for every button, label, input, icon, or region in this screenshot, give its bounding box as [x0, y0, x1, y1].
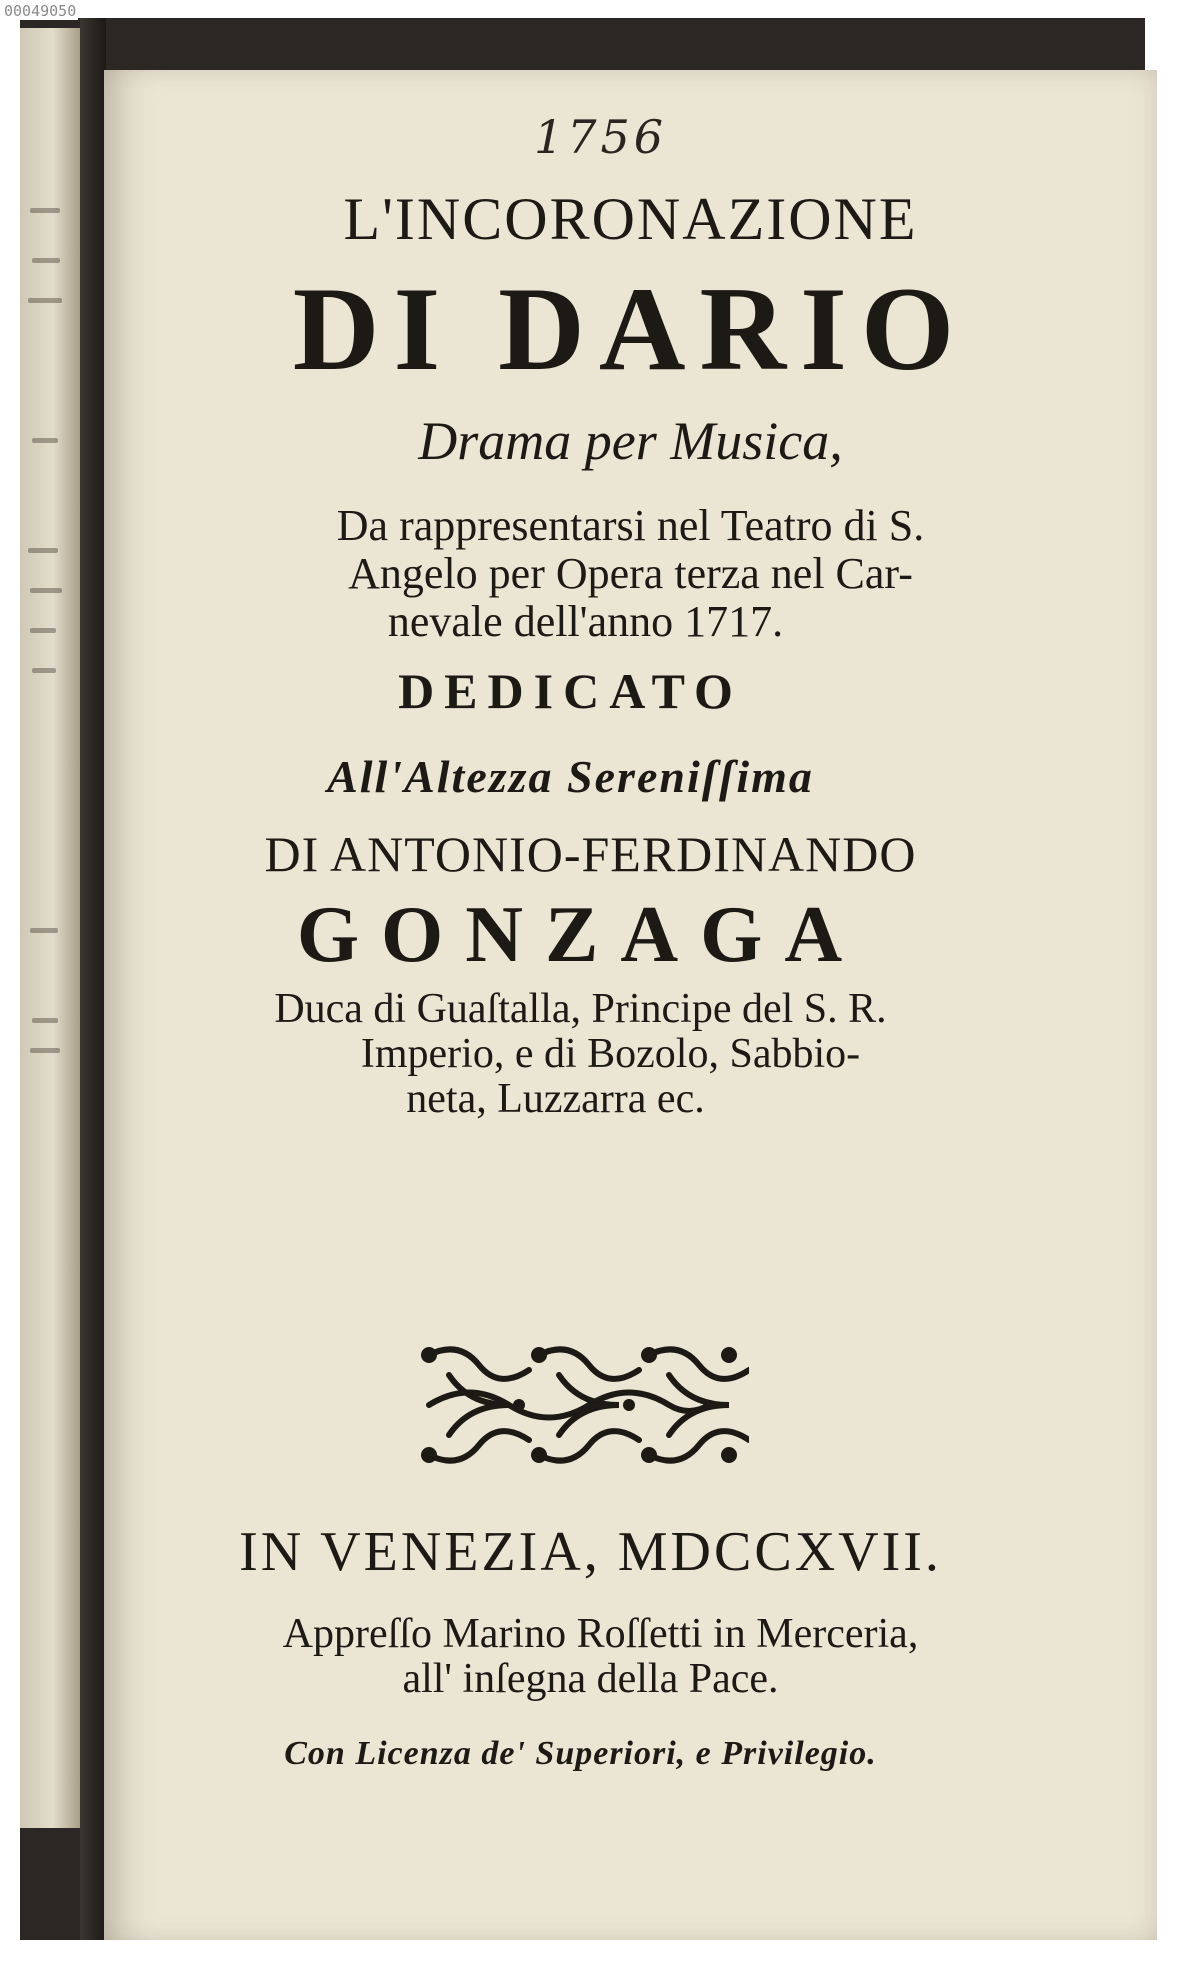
titles-line-1: Duca di Guaſtalla, Principe del S. R.: [274, 986, 887, 1032]
performance-line-3: nevale dell'anno 1717.: [387, 597, 784, 646]
titles-line-2: Imperio, e di Bozolo, Sabbio-: [360, 1031, 861, 1077]
titles-line-3: neta, Luzzarra ec.: [406, 1076, 705, 1122]
scan-id-label: 00049050: [4, 2, 77, 20]
handwritten-note: 1756: [533, 110, 668, 164]
imprint-place: IN VENEZIA, MDCCXVII.: [239, 1521, 942, 1583]
dedication-line: All'Altezza Sereniſſima: [327, 751, 814, 802]
facing-page-text-fragment: [32, 258, 60, 263]
performance-line-2: Angelo per Opera terza nel Car-: [348, 549, 913, 598]
printer-line-1: Appreſſo Marino Roſſetti in Merceria,: [282, 1611, 919, 1657]
dedication-heading: DEDICATO: [398, 663, 743, 719]
facing-page-text-fragment: [30, 1048, 60, 1053]
facing-page-text-fragment: [28, 548, 58, 553]
facing-page-text-fragment: [28, 298, 62, 303]
performance-line-1: Da rappresentarsi nel Teatro di S.: [336, 501, 925, 550]
facing-page-text-fragment: [30, 208, 60, 213]
facing-page-text-fragment: [32, 438, 58, 443]
genre-line: Drama per Musica,: [418, 411, 843, 471]
scan-frame: [20, 18, 1145, 1940]
title-line-1: L'INCORONAZIONE: [343, 186, 918, 252]
title-page: [104, 70, 1157, 1940]
printer-line-2: all' inſegna della Pace.: [402, 1656, 779, 1702]
dedicatee-line-1: DI ANTONIO-FERDINANDO: [264, 826, 917, 882]
title-line-2: DI DARIO: [292, 262, 969, 395]
printer-ornament-icon: [409, 1335, 749, 1475]
license-line: Con Licenza de' Superiori, e Privilegio.: [284, 1735, 877, 1772]
facing-page-text-fragment: [30, 588, 62, 593]
facing-page-text-fragment: [30, 628, 56, 633]
dedicatee-line-2: GONZAGA: [296, 891, 865, 979]
